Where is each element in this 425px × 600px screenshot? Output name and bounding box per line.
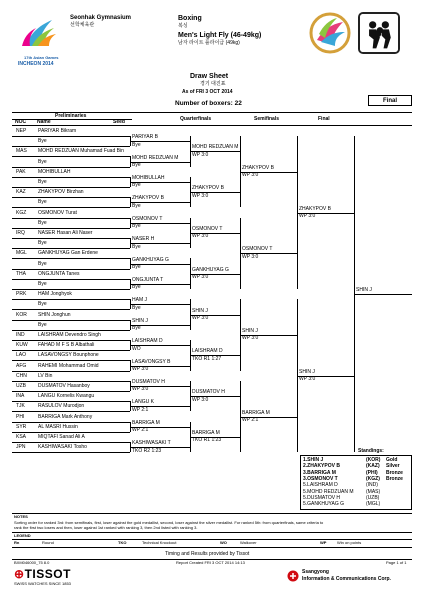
bracket-winner-name: SHIN J [356,287,372,294]
bracket-winner-name: ZHAKYPOV B [132,195,164,202]
event-kr: 남자 라이트 플라이급 (49kg) [178,40,240,46]
entry-name: LAISHRAM Devendro Singh [38,332,101,338]
entry-name: LANGU Kornelis Kwangu [38,393,95,400]
entry-rule [12,218,130,219]
entry-rule [12,136,130,137]
bracket-winner-name: LASAVONGSY B [132,358,171,365]
standings-rank: 5.DUSMATOV H [303,494,341,501]
standings-noc: (KGZ) [366,475,380,482]
preliminaries-header: Preliminaries [55,113,87,119]
final-box [368,95,412,106]
bracket-result: Bye [132,182,141,189]
bracket-winner-name: DUSMATOV H [132,378,165,385]
entry-name: Bye [38,260,47,267]
entry-rule [12,299,130,300]
bracket-winner-name: HAM J [132,297,147,304]
legend-desc-wo: Walkover [240,540,257,545]
bracket-winner-name: LANGU K [132,399,154,406]
entry-rule [12,330,130,331]
entry-name: NASER Hasan Ali Naser [38,230,93,236]
report-created: Report Created FRI 3 OCT 2014 14:13 [176,560,245,565]
bracket-result: WP 3:0 [192,151,209,158]
bracket-result: Bye [132,141,141,148]
report-code: BXM046000_75 8.0 [14,560,50,565]
bracket-winner-name: ONGJUNTA T [132,276,164,283]
bracket-result: WP 2:1 [132,427,149,434]
entry-noc: INA [16,393,25,400]
entry-noc: KGZ [16,209,27,216]
bracket-result: WP 3:0 [192,233,209,240]
bracket-winner-name: PARIYAR B [132,134,158,141]
entry-noc: MGL [16,250,27,257]
bracket-winner-name: SHIN J [192,307,208,314]
entry-name: LASAVONGSY Bounphone [38,352,99,359]
entry-name: Bye [38,240,47,247]
standings-noc: (UZB) [366,494,380,501]
boxing-pictogram-icon [358,12,400,54]
legend-code-rn: Rn [14,540,20,545]
legend-title: LEGEND [14,533,31,538]
bracket-winner-name: LAISHRAM D [192,348,223,355]
bracket-result: Bye [132,284,141,291]
games-line1: 17th Asian Games [24,55,59,60]
entry-name: Bye [38,138,47,145]
entry-name: GANKHUYAG Gan Erdene [38,250,98,257]
bracket-winner-name: ZHAKYPOV B [192,185,224,192]
standings-rank: 2.ZHAKYPOV B [303,463,340,470]
entry-noc: PAK [16,168,26,175]
standings-medal: Silver [386,463,400,470]
page-header [0,0,425,70]
entry-rule [12,432,130,433]
entry-name: Bye [38,179,47,185]
bracket-winner-name: DUSMATOV H [192,389,225,396]
entry-name: RASULOV Murodjon [38,403,85,410]
venue-en: Seonhak Gymnasium [70,15,132,21]
entry-name: KASHIWASAKI Tosho [38,444,87,451]
bracket-winner-name: ZHAKYPOV B [299,205,331,212]
bracket-winner-name: OSMONOV T [242,246,273,253]
entry-rule [12,401,130,402]
bracket-winner-name: NASER H [132,236,155,243]
quarterfinals-header: Quarterfinals [180,116,212,122]
bracket-result: WP 3:0 [242,172,259,179]
bracket-result: WP 2:1 [132,406,149,413]
legend-rule-bottom [12,547,412,548]
entry-noc: AFG [16,362,27,369]
bracket-winner-name: GANKHUYAG G [132,256,169,263]
entry-rule [12,167,130,168]
entry-noc: SYR [16,423,27,430]
standings-medal: Bronze [386,469,403,476]
entry-rule [12,309,130,310]
entry-rule [12,350,130,351]
bracket-result: WP 3:0 [299,376,316,383]
seed-header: Seed [113,119,125,125]
bracket-result: Bye [132,243,141,250]
ssangyong-logo-icon [287,570,299,582]
standings-noc: (PHI) [366,469,378,476]
bracket-winner-name: BARRIGA M [132,419,160,426]
entry-rule [12,207,130,208]
standings-rank: 5.LAISHRAM D [303,482,338,489]
tissot-wordmark: TISSOT [24,567,71,581]
entry-name: Bye [38,199,47,206]
bracket-result: WP 3:0 [192,192,209,199]
page-subtitle: 경기 대진표 [200,81,226,87]
entry-noc: KSA [16,434,27,440]
noc-header: NOC [15,119,27,125]
notes-rule-bottom [12,532,412,533]
entry-noc: TJK [16,403,25,410]
bracket-result: TKO R2 1:23 [132,447,162,454]
bracket-result: WP 3:0 [299,213,316,219]
final-header: Final [318,116,330,122]
bracket-line [354,294,412,295]
ssangyong-corp: Information & Communications Corp. [302,576,391,582]
legend-code-tko: TKO [118,540,127,545]
bracket-result: Bye [132,264,141,270]
bracket-result: WP 2:1 [242,417,259,423]
entry-name: AL MASRI Hussin [38,423,78,430]
entry-rule [12,187,130,188]
legend-desc-tko: Technical Knockout [142,540,177,545]
entry-name: RAHEMI Mohammad Omid [38,362,99,369]
entry-noc: PHI [16,413,25,420]
notes-title: NOTES [14,514,28,519]
entry-rule [12,442,130,443]
entry-noc: KAZ [16,189,26,196]
bracket-winner-name: LAISHRAM D [132,338,163,345]
entry-rule [12,279,130,280]
number-of-boxers: Number of boxers: 22 [175,100,242,107]
legend-desc-wp: Win on points [337,540,362,545]
event-en: Men's Light Fly (46-49kg) [178,32,262,39]
standings-noc: (MAS) [366,488,381,495]
bracket-winner-name: MOHIBULLAH [132,174,165,181]
bracket-winner-name: BARRIGA M [242,409,270,416]
sport-en: Boxing [178,15,202,22]
entry-rule [12,146,130,147]
notes-rule [12,513,412,514]
entry-noc: KOR [16,311,27,318]
bracket-result: WP 3:0 [192,396,209,403]
bracket-result: Bye [132,162,141,168]
standings-noc: (MGL) [366,501,381,508]
entry-name: PARIYAR Bikram [38,128,77,134]
entry-rule [12,411,130,412]
entry-name: OSMONOV Turat [38,209,77,216]
entry-rule [12,156,130,157]
games-line2: INCHEON 2014 [18,61,54,67]
tissot-tagline: SWISS WATCHES SINCE 1853 [14,581,71,586]
entry-rule [12,381,130,382]
legend-code-wp: WP [320,540,327,545]
tissot-logo: ⊕TISSOT [14,567,71,581]
entry-name: MOHD REDZUAN Muhamad Fuad Bin [38,148,124,155]
entry-rule [12,422,130,423]
entry-noc: THA [16,270,26,277]
entry-rule [12,269,130,270]
standings-medal: Bronze [386,475,403,482]
bracket-winner-name: ZHAKYPOV B [242,164,274,171]
asian-games-emblem [307,10,353,56]
bracket-result: TKO R1 1:23 [192,437,222,444]
bracket-winner-name: KASHIWASAKI T [132,440,171,447]
bracket-result: WP 3:0 [132,386,149,393]
bracket-winner-name: MOHD REDZUAN M [192,144,239,151]
standings-rank: 1.SHIN J [303,457,324,463]
notes-line2: rank the first two losers and then, loser against 1st ranked with ranking 3, then 2nd listed with ranking 3. [14,525,198,530]
bracket-winner-name: OSMONOV T [192,225,223,232]
standings-noc: (KAZ) [366,463,380,470]
bracket-winner-name: SHIN J [299,368,315,375]
bracket-result: WO [132,345,141,352]
entry-rule [12,360,130,361]
ssangyong-name: Ssangyong [302,569,329,575]
entry-name: BARRIGA Mark Anthony [38,413,93,420]
entry-rule [12,289,130,290]
entry-name: MOHIBULLAH [38,168,71,175]
entry-noc: MAS [16,148,27,155]
page-title: Draw Sheet [190,73,229,80]
page-number: Page 1 of 1 [386,560,407,565]
entry-name: ONGJUNTA Tanes [38,270,80,277]
entry-noc: PRK [16,291,27,298]
bracket-result: WP 3:0 [192,315,209,321]
entry-rule [12,258,130,259]
entry-noc: JPN [16,444,26,451]
entry-rule [12,320,130,321]
entry-rule [12,177,130,178]
bracket-result: WP 3:0 [132,366,149,372]
venue-kr: 선학체육관 [70,22,95,28]
entry-noc: IRQ [16,230,25,236]
entry-rule [12,248,130,249]
bracket-winner-name: GANKHUYAG G [192,266,229,273]
bracket-result: WP 3:0 [242,335,259,342]
bracket-winner-name: MOHD REDZUAN M [132,154,179,161]
header-rule-bottom [12,125,412,126]
entry-rule [12,228,130,229]
standings-noc: (KOR) [366,457,381,463]
bracket-result: WP 3:0 [192,274,209,281]
standings-rank: 5.MOHD REDZUAN M [303,488,354,495]
entry-name: HAM Jonghyok [38,291,72,298]
as-of-date: As of FRI 3 OCT 2014 [182,89,233,95]
bracket-winner-name: SHIN J [242,327,258,334]
entry-name: Bye [38,158,47,165]
standings-noc: (IND) [366,482,378,489]
standings-title: Standings: [358,448,384,454]
entry-rule [12,197,130,198]
entry-rule [12,452,130,453]
entry-noc: KUW [16,342,28,349]
entry-name: MIQTAFI Sanad Ali A [38,434,85,440]
entry-noc: NEP [16,128,27,134]
entry-noc: LAO [16,352,27,359]
entry-name: DUSMATOV Hasanboy [38,383,90,389]
standings-medal: Gold [386,457,398,463]
entry-name: Bye [38,281,47,287]
asian-games-logo [18,16,60,50]
entry-rule [12,340,130,341]
entry-rule [12,391,130,392]
entry-noc: IND [16,332,25,338]
bracket-result: Bye [132,304,141,311]
bracket-result: TKO R1 1:27 [192,355,222,362]
entry-name: FAHAD M F S B Albathali [38,342,95,349]
entry-rule [12,238,130,239]
entry-name: SHIN Jonghun [38,311,71,318]
bracket-result: Bye [132,325,141,332]
semifinals-header: Semifinals [254,116,280,122]
sport-kr: 복싱 [178,23,188,29]
bracket-winner-name: SHIN J [132,317,148,324]
timing-credit: Timing and Results provided by Tissot [165,551,250,557]
entry-name: Bye [38,321,47,328]
bracket-result: Bye [132,223,141,230]
entry-name: ZHAKYPOV Birzhan [38,189,84,196]
name-header: Name [37,119,51,125]
entry-noc: CHN [16,372,27,379]
standings-rank: 3.BARRIGA M [303,469,336,476]
bracket-winner-name: BARRIGA M [192,429,220,436]
bracket-winner-name: OSMONOV T [132,215,163,222]
final-box-label: Final [383,98,398,104]
standings-rank: 3.OSMONOV T [303,475,338,482]
notes-line1: Sorting order for ranked 3rd: from semifinals, first, loser against the gold medallist, second, loser against the silver medallist. For ranked 5th: from quarterfinals, same criteria to [14,520,324,525]
legend-code-wo: WO [220,540,227,545]
legend-desc-rn: Round [42,540,54,545]
bracket-result: WP 3:0 [242,253,259,260]
entry-name: LV Bin [38,372,53,379]
entry-noc: UZB [16,383,26,389]
bracket-result: Bye [132,202,141,209]
entry-rule [12,371,130,372]
entry-name: Bye [38,219,47,226]
standings-rank: 5.GANKHUYAG G [303,501,345,508]
entry-name: Bye [38,301,47,308]
